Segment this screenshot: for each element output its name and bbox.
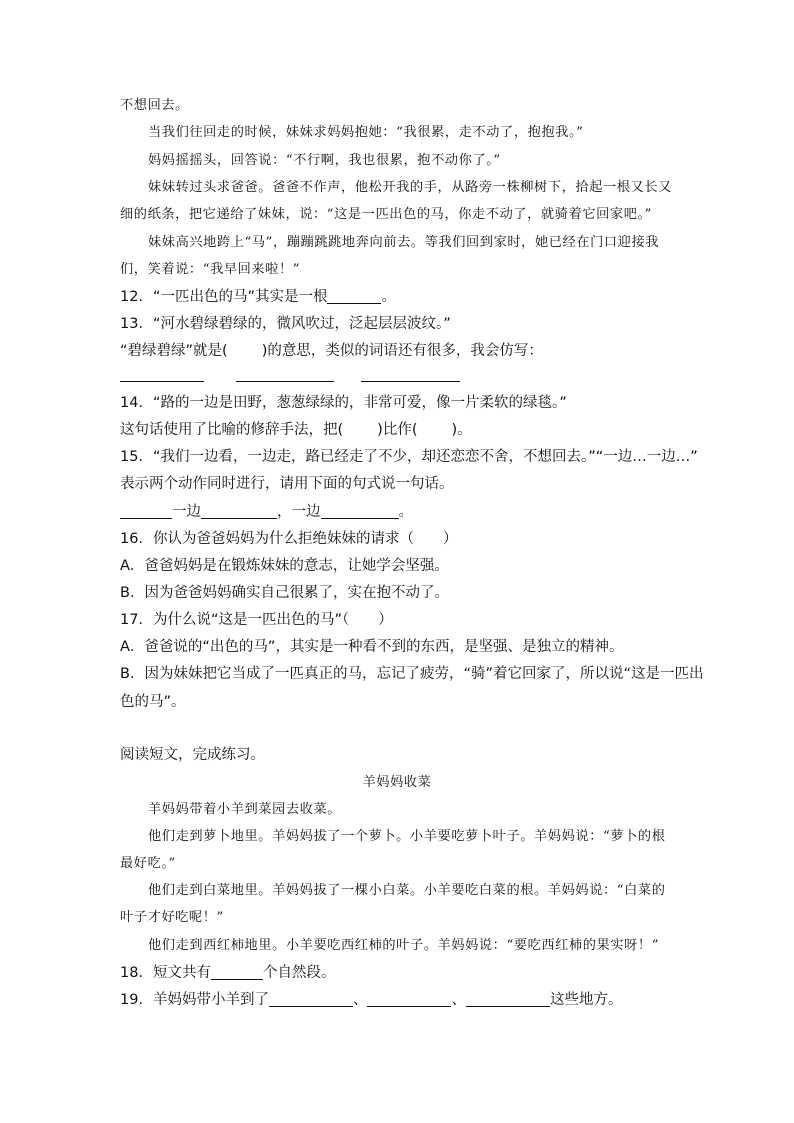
story-paragraph-end: 不想回去。	[120, 98, 189, 113]
option-a[interactable]: A．爸爸说的“出色的马”，其实是一种看不到的东西，是坚强、是独立的精神。	[120, 639, 624, 655]
passage-paragraph: 他们走到白菜地里。羊妈妈拔了一棵小白菜。小羊要吃白菜的根。羊妈妈说：“白菜的	[148, 883, 666, 898]
question-16: 16．你认为爸爸妈妈为什么拒绝妹妹的请求（ ）	[120, 531, 458, 547]
passage-title: 羊妈妈收菜	[362, 775, 432, 790]
answer-line[interactable]	[361, 381, 460, 382]
passage-paragraph-cont: 最好吃。”	[120, 856, 176, 871]
question-12: 12．“一匹出色的马”其实是一根 。	[120, 289, 396, 305]
passage-paragraph: 他们走到西红柿地里。小羊要吃西红柿的叶子。羊妈妈说：“要吃西红柿的果实呀！”	[148, 938, 660, 953]
passage-paragraph-cont: 叶子才好吃呢！”	[120, 910, 224, 925]
story-paragraph-cont: 细的纸条，把它递给了妹妹，说：“这是一匹出色的马，你走不动了，就骑着它回家吧。”	[120, 207, 653, 222]
answer-blank[interactable]	[466, 991, 550, 1007]
story-paragraph-cont: 们，笑着说：“我早回来啦！”	[120, 262, 301, 277]
story-paragraph: 妈妈摇摇头，回答说：“不行啊，我也很累，抱不动你了。”	[148, 153, 501, 168]
answer-line[interactable]	[236, 381, 334, 382]
question-15-note: 表示两个动作同时进行，请用下面的句式说一句话。	[120, 476, 454, 492]
story-paragraph: 妹妹转过头求爸爸。爸爸不作声，他松开我的手，从路旁一株柳树下，拾起一根又长又	[148, 180, 672, 195]
option-b-cont[interactable]: 色的马”。	[120, 694, 186, 710]
question-13: 13．“河水碧绿碧绿的，微风吹过，泛起层层波纹。”	[120, 316, 451, 332]
question-17: 17．为什么说“这是一匹出色的马”（ ）	[120, 612, 393, 628]
answer-blank[interactable]	[201, 503, 277, 519]
story-paragraph: 妹妹高兴地跨上“马”，蹦蹦跳跳地奔向前去。等我们回到家时，她已经在门口迎接我	[148, 235, 660, 250]
question-15-frame: 一边 ，一边 。	[120, 502, 413, 522]
answer-blank[interactable]	[269, 991, 353, 1007]
option-a[interactable]: A．爸爸妈妈是在锻炼妹妹的意志，让她学会坚强。	[120, 558, 449, 574]
question-18: 18．短文共有 个自然段。	[120, 965, 336, 981]
question-13-prompt: “碧绿碧绿”就是( )的意思，类似的词语还有很多，我会仿写：	[120, 343, 543, 359]
answer-blank[interactable]	[211, 964, 263, 980]
answer-blank[interactable]	[321, 503, 399, 519]
question-14: 14．“路的一边是田野，葱葱绿绿的，非常可爱，像一片柔软的绿毯。”	[120, 395, 567, 411]
option-b[interactable]: B．因为爸爸妈妈确实自己很累了，实在抱不动了。	[120, 585, 449, 601]
question-19: 19．羊妈妈带小羊到了 、 、 这些地方。	[120, 992, 623, 1008]
story-paragraph: 当我们往回走的时候，妹妹求妈妈抱她：“我很累，走不动了，抱抱我。”	[148, 125, 584, 140]
answer-blank[interactable]	[367, 991, 451, 1007]
answer-blank[interactable]	[120, 503, 172, 519]
passage-paragraph: 羊妈妈带着小羊到菜园去收菜。	[148, 802, 342, 817]
question-14-prompt: 这句话使用了比喻的修辞手法，把( )比作( )。	[120, 422, 472, 438]
section-instruction: 阅读短文，完成练习。	[120, 747, 265, 763]
answer-blank[interactable]	[327, 288, 381, 304]
passage-paragraph: 他们走到萝卜地里。羊妈妈拔了一个萝卜。小羊要吃萝卜叶子。羊妈妈说：“萝卜的根	[148, 829, 666, 844]
question-15: 15．“我们一边看，一边走，路已经走了不少，却还恋恋不舍，不想回去。”“一边…一边…”	[120, 449, 698, 465]
option-b[interactable]: B．因为妹妹把它当成了一匹真正的马，忘记了疲劳，“骑”着它回家了，所以说“这是一匹出	[120, 666, 704, 682]
answer-line[interactable]	[120, 381, 204, 382]
